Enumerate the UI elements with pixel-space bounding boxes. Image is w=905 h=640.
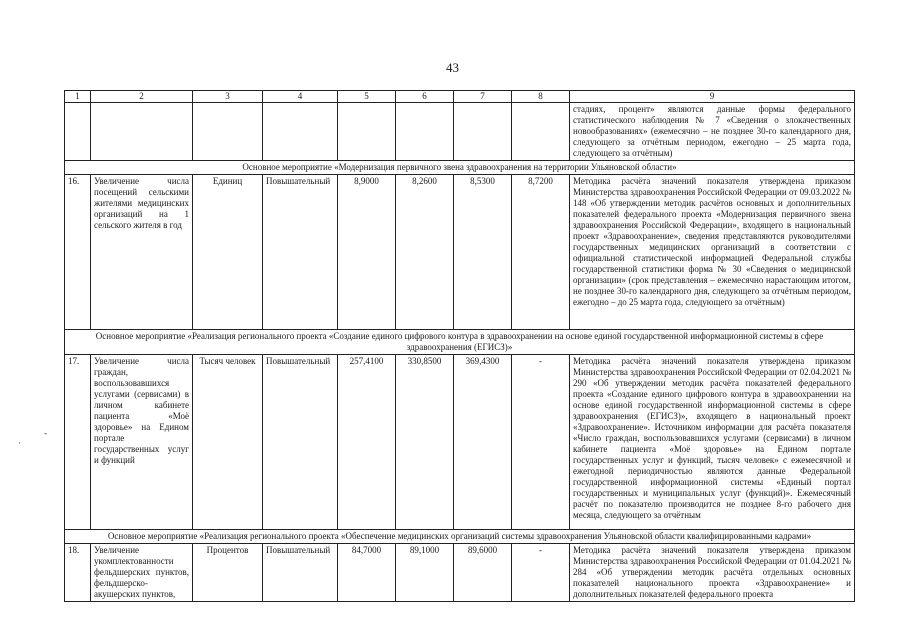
value-cell: 369,4300	[454, 355, 512, 530]
section-title: Основное мероприятие «Модернизация первичного звена здравоохранения на территории Ульяновской области»	[65, 161, 855, 175]
value-cell: 8,9000	[338, 175, 396, 330]
unit-cell: Единиц	[193, 175, 263, 330]
value-cell: -	[512, 544, 570, 602]
column-header: 2	[91, 91, 193, 103]
unit-cell: Процентов	[193, 544, 263, 602]
table-row	[65, 355, 855, 530]
section-row	[65, 530, 855, 544]
row-number: 17.	[65, 355, 91, 530]
section-row	[65, 330, 855, 355]
row-number: 16.	[65, 175, 91, 330]
section-title: Основное мероприятие «Реализация регионального проекта «Обеспечение медицинских организаций системы здравоохранения Ульяновской области квалифицированными кадрами»	[65, 530, 855, 544]
page-number: 43	[446, 60, 459, 75]
row-number: 18.	[65, 544, 91, 602]
column-number-row	[65, 91, 855, 103]
method-cell: стадиях, процент» являются данные формы федерального статистического наблюдения № 7 «Сведения о злокачественных новообразованиях» (ежемесячно – не позднее 30-го календарного дня, следующего за отчётным периодом, ежегодно – 25 марта года, следующего за отчётным)	[570, 103, 855, 161]
indicator-name: Увеличение укомплектованности фельдшерских пунктов, фельдшерско-акушерских пунктов,	[91, 544, 193, 602]
method-cell: Методика расчёта значений показателя утверждена приказом Министерства здравоохранения Российской Федерации от 02.04.2021 № 290 «Об утверждении методик расчёта показателей федерального проекта «Создание единого цифрового контура в здравоохранении на основе единой государственной информационной системы в сфере здравоохранения (ЕГИСЗ)», входящего в национальный проект «Здравоохранение». Источником информации для расчёта показателя «Число граждан, воспользовавшихся услугами (сервисами) в личном кабинете пациента «Моё здоровье» на Едином портале государственных услуг и функций, тысяч человек» с ежемесячной и ежегодной периодичностью являются данные Федеральной государственной информационной системы «Единый портал государственных и муниципальных услуг (функций)». Ежемесячный расчёт по показателю производится не позднее 8-го рабочего дня месяца, следующего за отчётным	[570, 355, 855, 530]
value-cell: 8,7200	[512, 175, 570, 330]
table-row	[65, 103, 855, 161]
column-header: 4	[263, 91, 338, 103]
column-header: 7	[454, 91, 512, 103]
column-header: 3	[193, 91, 263, 103]
section-title: Основное мероприятие «Реализация регионального проекта «Создание единого цифрового контура в здравоохранении на основе единой государственной информационной системы в сфере здравоохранения (ЕГИСЗ)»	[65, 330, 855, 355]
margin-mark: ·	[18, 438, 21, 448]
value-cell: 257,4100	[338, 355, 396, 530]
value-cell: 8,2600	[396, 175, 454, 330]
unit-cell: Тысяч человек	[193, 355, 263, 530]
direction-cell: Повышательный	[263, 355, 338, 530]
value-cell: 330,8500	[396, 355, 454, 530]
table-row	[65, 175, 855, 330]
value-cell: 89,6000	[454, 544, 512, 602]
indicator-name: Увеличение числа граждан, воспользовавшихся услугами (сервисами) в личном кабинете пациента «Моё здоровье» на Едином портале государственных услуг и функций	[91, 355, 193, 530]
table-row	[65, 544, 855, 602]
value-cell: 89,1000	[396, 544, 454, 602]
method-cell: Методика расчёта значений показателя утверждена приказом Министерства здравоохранения Российской Федерации от 09.03.2022 № 148 «Об утверждении методик расчётов основных и дополнительных показателей федерального проекта «Модернизация первичного звена здравоохранения Российской Федерации», входящего в национальный проект «Здравоохранение», сведения представляются руководителями государственных медицинских организаций в соответствии с официальной статистической информацией Федеральной службы государственной статистики форма № 30 «Сведения о медицинской организации» (срок представления – ежемесячно нарастающим итогом, не позднее 30-го календарного дня, следующего за отчётным периодом, ежегодно – до 25 марта года, следующего за отчётным)	[570, 175, 855, 330]
column-header: 5	[338, 91, 396, 103]
direction-cell: Повышательный	[263, 175, 338, 330]
indicator-name: Увеличение числа посещений сельскими жителями медицинских организаций на 1 сельского жителя в год	[91, 175, 193, 330]
value-cell: 8,5300	[454, 175, 512, 330]
value-cell: 84,7000	[338, 544, 396, 602]
column-header: 1	[65, 91, 91, 103]
direction-cell: Повышательный	[263, 544, 338, 602]
section-row	[65, 161, 855, 175]
value-cell: -	[512, 355, 570, 530]
column-header: 9	[570, 91, 855, 103]
column-header: 6	[396, 91, 454, 103]
method-cell: Методика расчёта значений показателя утверждена приказом Министерства здравоохранения Российской Федерации от 01.04.2021 № 284 «Об утверждении методик расчёта отдельных основных показателей национального проекта «Здравоохранение» и дополнительных показателей федерального проекта	[570, 544, 855, 602]
indicators-table	[64, 90, 855, 602]
column-header: 8	[512, 91, 570, 103]
margin-mark: ‐	[44, 428, 47, 438]
